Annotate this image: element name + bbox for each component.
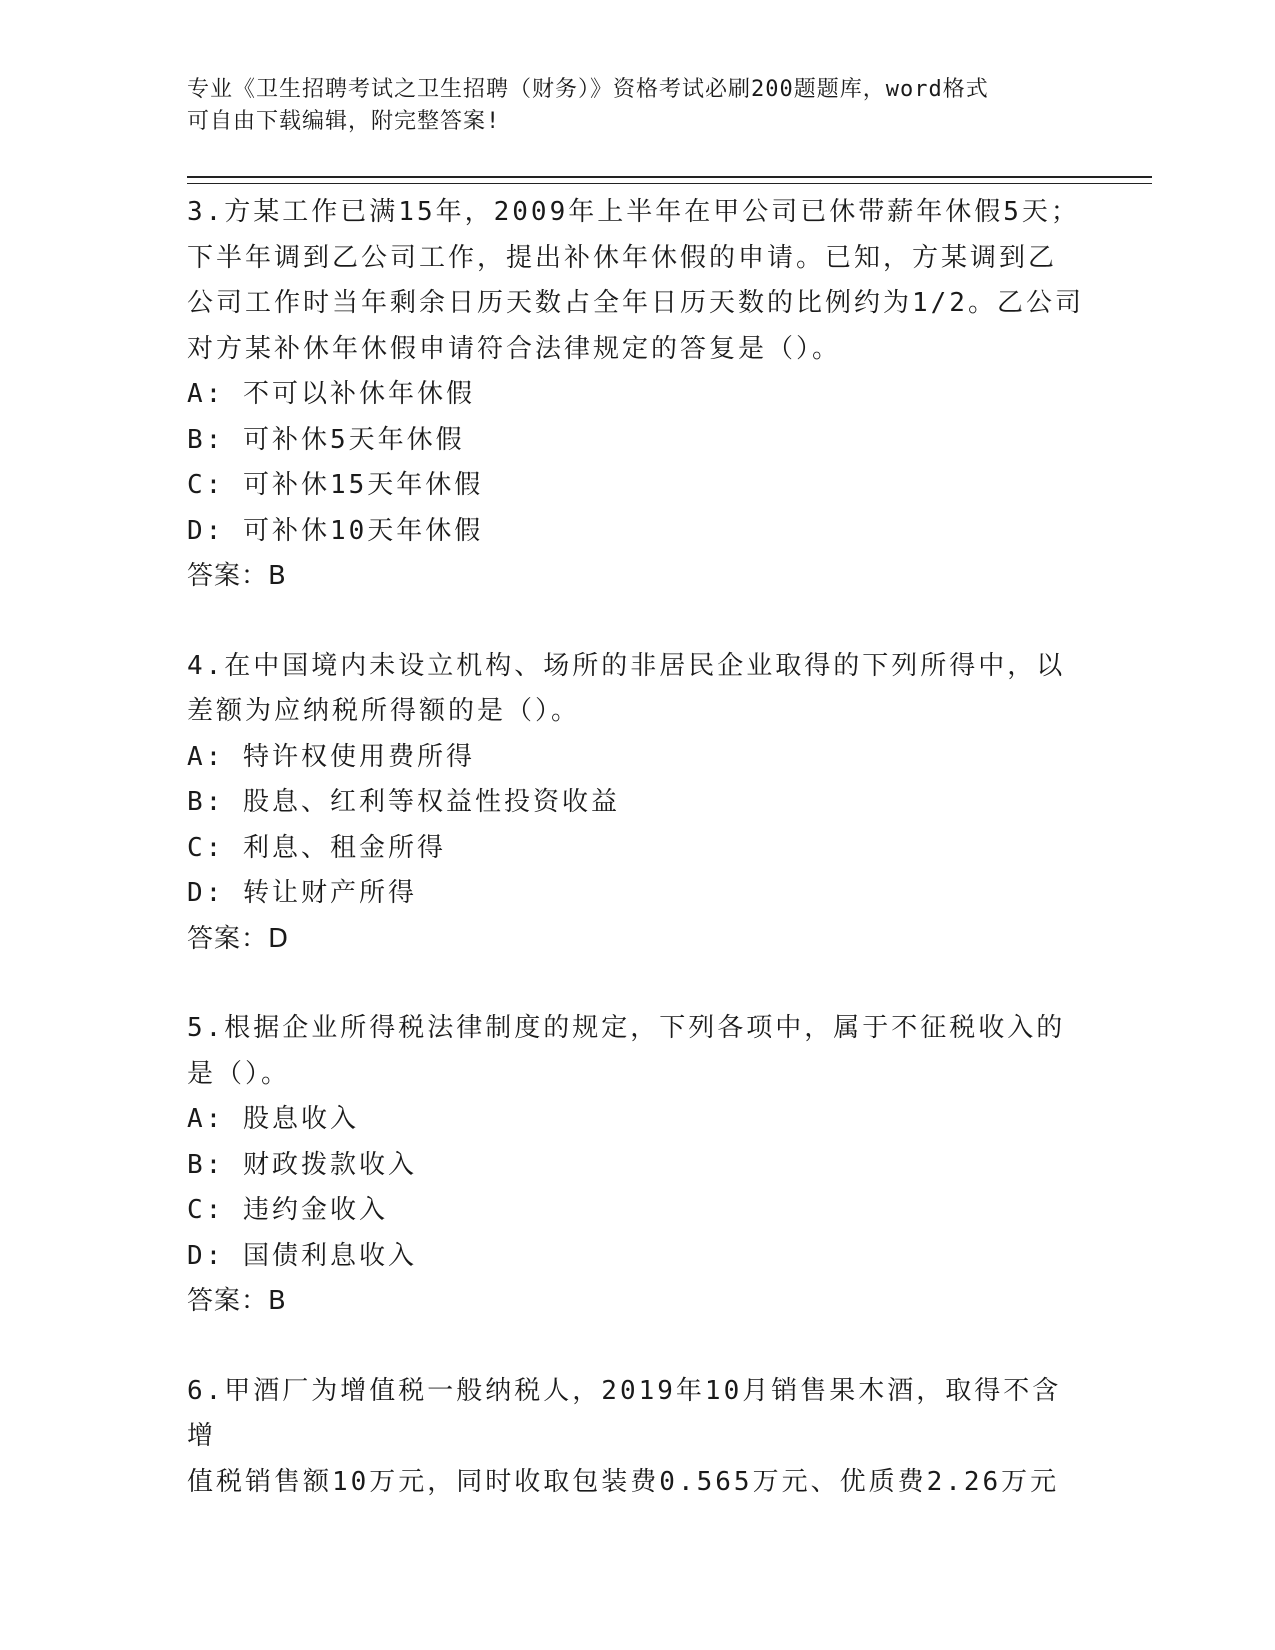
question-spacer [187,962,1087,1006]
option-c: C: 可补休15天年休假 [187,470,484,500]
option-a: A: 股息收入 [187,1104,359,1134]
question-stem-line: 5.根据企业所得税法律制度的规定，下列各项中，属于不征税收入的 [187,1013,1066,1043]
option-c: C: 违约金收入 [187,1195,388,1225]
header-line-1: 专业《卫生招聘考试之卫生招聘（财务）》资格考试必刷200题题库，word格式 [187,77,989,102]
option-d: D: 转让财产所得 [187,878,417,908]
question-stem-line: 差额为应纳税所得额的是（）。 [187,696,581,726]
question-stem-line: 公司工作时当年剩余日历天数占全年日历天数的比例约为1/2。乙公司 [187,288,1084,318]
header-divider-thin [187,183,1152,184]
header-divider-thick [187,176,1152,178]
answer-line: 答案：B [187,561,287,591]
question-4 [187,644,1087,963]
answer-line: 答案：B [187,1286,287,1316]
option-d: D: 可补休10天年休假 [187,515,484,546]
option-c: C: 利息、租金所得 [187,832,446,863]
question-5 [187,1006,1087,1325]
header-line-2: 可自由下载编辑，附完整答案! [187,109,501,134]
option-b: B: 财政拨款收入 [187,1149,417,1180]
question-stem-line: 是（）。 [187,1058,291,1089]
question-stem-line: 3.方某工作已满15年，2009年上半年在甲公司已休带薪年休假5天； [187,197,1080,227]
question-spacer [187,1325,1087,1369]
option-a: A: 特许权使用费所得 [187,741,475,772]
question-stem-line: 4.在中国境内未设立机构、场所的非居民企业取得的下列所得中，以 [187,650,1066,681]
option-a: A: 不可以补休年休假 [187,379,475,409]
document-header [187,74,1087,138]
option-b: B: 股息、红利等权益性投资收益 [187,787,620,817]
question-stem-line: 下半年调到乙公司工作，提出补休年休假的申请。已知，方某调到乙 [187,242,1058,273]
option-b: B: 可补休5天年休假 [187,424,465,455]
question-stem-line: 对方某补休年休假申请符合法律规定的答复是（）。 [187,333,842,364]
answer-line: 答案：D [187,923,290,954]
question-spacer [187,600,1087,644]
question-3 [187,190,1087,600]
question-stem-line: 6.甲酒厂为增值税一般纳税人，2019年10月销售果木酒，取得不含增 [187,1375,1062,1451]
option-d: D: 国债利息收入 [187,1240,417,1271]
question-list [187,190,1087,1505]
question-6 [187,1369,1087,1506]
question-stem-line: 值税销售额10万元，同时收取包装费0.565万元、优质费2.26万元 [187,1466,1060,1497]
